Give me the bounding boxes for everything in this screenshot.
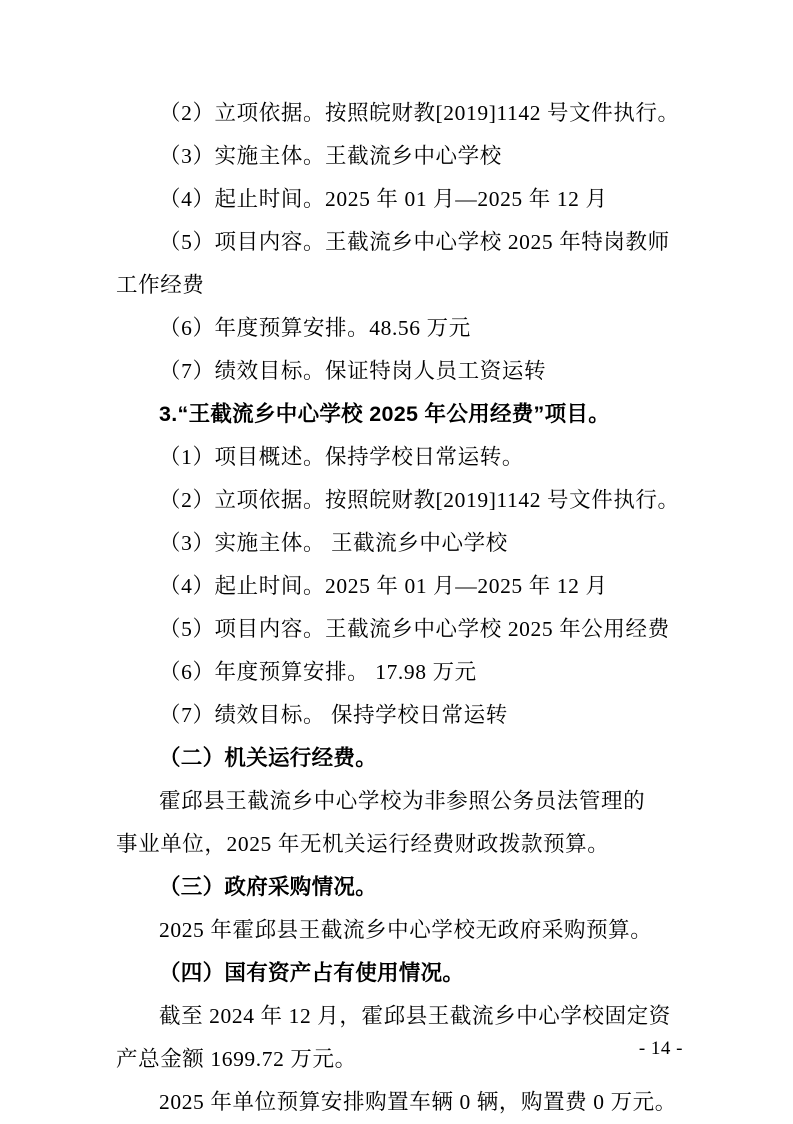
paragraph-period-2: （4）起止时间。2025 年 01 月—2025 年 12 月 bbox=[159, 574, 608, 598]
paragraph-implementing-body-1: （3）实施主体。王截流乡中心学校 bbox=[159, 144, 502, 168]
paragraph-section-four-line2: 产总金额 1699.72 万元。 bbox=[116, 1047, 357, 1071]
paragraph-period-1: （4）起止时间。2025 年 01 月—2025 年 12 月 bbox=[159, 187, 608, 211]
paragraph-project-basis-1: （2）立项依据。按照皖财教[2019]1142 号文件执行。 bbox=[159, 101, 680, 125]
paragraph-performance-goal-2: （7）绩效目标。 保持学校日常运转 bbox=[159, 703, 508, 727]
paragraph-budget-2: （6）年度预算安排。 17.98 万元 bbox=[159, 660, 477, 684]
paragraph-performance-goal-1: （7）绩效目标。保证特岗人员工资运转 bbox=[159, 359, 547, 383]
paragraph-overview-2: （1）项目概述。保持学校日常运转。 bbox=[159, 445, 524, 469]
heading-project-3: 3.“王截流乡中心学校 2025 年公用经费”项目。 bbox=[159, 402, 611, 426]
paragraph-section-two-line1: 霍邱县王截流乡中心学校为非参照公务员法管理的 bbox=[159, 789, 646, 813]
heading-section-two: （二）机关运行经费。 bbox=[159, 746, 378, 770]
page-number: - 14 - bbox=[638, 1038, 683, 1059]
heading-section-three: （三）政府采购情况。 bbox=[159, 875, 378, 899]
paragraph-project-basis-2: （2）立项依据。按照皖财教[2019]1142 号文件执行。 bbox=[159, 488, 680, 512]
paragraph-content-1-line2: 工作经费 bbox=[116, 273, 205, 297]
paragraph-section-four-line3: 2025 年单位预算安排购置车辆 0 辆，购置费 0 万元。 bbox=[159, 1090, 677, 1114]
paragraph-content-2: （5）项目内容。王截流乡中心学校 2025 年公用经费 bbox=[159, 617, 670, 641]
paragraph-section-four-line1: 截至 2024 年 12 月，霍邱县王截流乡中心学校固定资 bbox=[159, 1004, 671, 1028]
paragraph-content-1-line1: （5）项目内容。王截流乡中心学校 2025 年特岗教师 bbox=[159, 230, 670, 254]
document-body bbox=[116, 92, 687, 1124]
paragraph-section-two-line2: 事业单位，2025 年无机关运行经费财政拨款预算。 bbox=[116, 832, 610, 856]
heading-section-four: （四）国有资产占有使用情况。 bbox=[159, 961, 465, 985]
paragraph-implementing-body-2: （3）实施主体。 王截流乡中心学校 bbox=[159, 531, 508, 555]
paragraph-budget-1: （6）年度预算安排。48.56 万元 bbox=[159, 316, 471, 340]
paragraph-section-three: 2025 年霍邱县王截流乡中心学校无政府采购预算。 bbox=[159, 918, 653, 942]
